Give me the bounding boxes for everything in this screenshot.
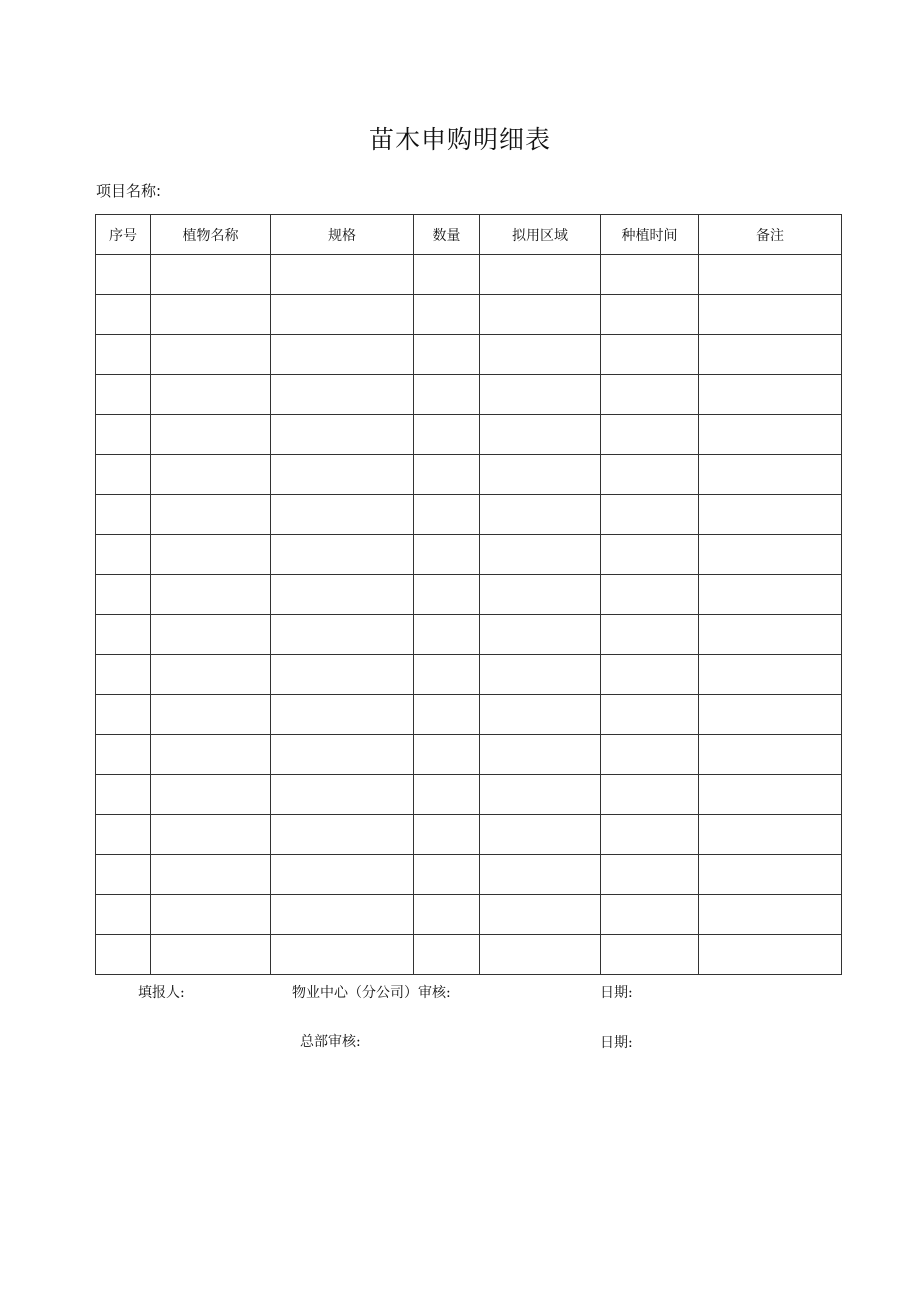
table-cell[interactable]	[601, 735, 699, 775]
header-plant-name: 植物名称	[151, 215, 271, 255]
table-cell[interactable]	[271, 815, 414, 855]
table-cell[interactable]	[601, 815, 699, 855]
table-cell[interactable]	[151, 935, 271, 975]
header-quantity: 数量	[414, 215, 480, 255]
table-cell[interactable]	[151, 815, 271, 855]
table-row	[96, 895, 842, 935]
table-cell[interactable]	[699, 815, 842, 855]
table-cell[interactable]	[96, 335, 151, 375]
table-cell[interactable]	[699, 695, 842, 735]
table-cell[interactable]	[271, 735, 414, 775]
table-cell[interactable]	[414, 535, 480, 575]
table-cell[interactable]	[699, 855, 842, 895]
table-cell[interactable]	[480, 575, 601, 615]
table-cell[interactable]	[414, 615, 480, 655]
table-cell[interactable]	[480, 615, 601, 655]
table-cell[interactable]	[271, 495, 414, 535]
table-cell[interactable]	[480, 815, 601, 855]
table-cell[interactable]	[699, 535, 842, 575]
table-cell[interactable]	[151, 255, 271, 295]
table-row	[96, 495, 842, 535]
table-cell[interactable]	[480, 295, 601, 335]
table-cell[interactable]	[151, 735, 271, 775]
table-cell[interactable]	[271, 575, 414, 615]
table-row	[96, 535, 842, 575]
table-cell[interactable]	[414, 575, 480, 615]
table-cell[interactable]	[414, 335, 480, 375]
table-cell[interactable]	[699, 895, 842, 935]
date-label-1: 日期:	[600, 985, 633, 1001]
table-cell[interactable]	[480, 735, 601, 775]
table-row	[96, 415, 842, 455]
filler-label: 填报人:	[138, 985, 185, 1001]
hq-review-label: 总部审核:	[300, 1034, 361, 1050]
table-cell[interactable]	[96, 575, 151, 615]
table-cell[interactable]	[151, 895, 271, 935]
table-cell[interactable]	[699, 615, 842, 655]
table-cell[interactable]	[601, 655, 699, 695]
table-cell[interactable]	[271, 895, 414, 935]
table-cell[interactable]	[96, 895, 151, 935]
table-cell[interactable]	[699, 375, 842, 415]
table-row	[96, 735, 842, 775]
table-cell[interactable]	[96, 375, 151, 415]
table-cell[interactable]	[96, 495, 151, 535]
header-planting-time: 种植时间	[601, 215, 699, 255]
table-cell[interactable]	[96, 775, 151, 815]
table-body	[96, 255, 842, 975]
table-row	[96, 575, 842, 615]
date-label-2: 日期:	[600, 1035, 633, 1051]
table-row	[96, 815, 842, 855]
table-cell[interactable]	[414, 815, 480, 855]
table-cell[interactable]	[271, 335, 414, 375]
table-row	[96, 295, 842, 335]
table-cell[interactable]	[601, 935, 699, 975]
project-name-label: 项目名称:	[96, 182, 162, 200]
table-cell[interactable]	[271, 855, 414, 895]
table-cell[interactable]	[480, 455, 601, 495]
table-cell[interactable]	[151, 415, 271, 455]
table-cell[interactable]	[601, 695, 699, 735]
table-cell[interactable]	[151, 375, 271, 415]
table-cell[interactable]	[699, 775, 842, 815]
table-cell[interactable]	[151, 295, 271, 335]
table-cell[interactable]	[480, 495, 601, 535]
header-serial-number: 序号	[96, 215, 151, 255]
table-cell[interactable]	[414, 935, 480, 975]
table-cell[interactable]	[601, 255, 699, 295]
table-cell[interactable]	[96, 455, 151, 495]
table-cell[interactable]	[699, 295, 842, 335]
table-cell[interactable]	[271, 255, 414, 295]
table-cell[interactable]	[699, 455, 842, 495]
table-cell[interactable]	[699, 575, 842, 615]
table-cell[interactable]	[151, 335, 271, 375]
table-cell[interactable]	[601, 375, 699, 415]
table-cell[interactable]	[96, 535, 151, 575]
table-cell[interactable]	[699, 935, 842, 975]
table-cell[interactable]	[699, 415, 842, 455]
table-cell[interactable]	[414, 735, 480, 775]
table-cell[interactable]	[699, 335, 842, 375]
table-cell[interactable]	[96, 735, 151, 775]
table-cell[interactable]	[601, 295, 699, 335]
table-cell[interactable]	[480, 415, 601, 455]
table-cell[interactable]	[480, 335, 601, 375]
table-cell[interactable]	[601, 615, 699, 655]
table-row	[96, 255, 842, 295]
table-row	[96, 335, 842, 375]
table-cell[interactable]	[151, 695, 271, 735]
header-intended-area: 拟用区域	[480, 215, 601, 255]
table-row	[96, 695, 842, 735]
table-cell[interactable]	[151, 535, 271, 575]
table-cell[interactable]	[601, 455, 699, 495]
table-cell[interactable]	[601, 495, 699, 535]
table-cell[interactable]	[601, 895, 699, 935]
table-cell[interactable]	[699, 495, 842, 535]
table-cell[interactable]	[271, 615, 414, 655]
table-cell[interactable]	[151, 615, 271, 655]
table-cell[interactable]	[151, 455, 271, 495]
table-cell[interactable]	[601, 855, 699, 895]
table-cell[interactable]	[601, 575, 699, 615]
table-cell[interactable]	[480, 255, 601, 295]
table-cell[interactable]	[271, 655, 414, 695]
property-review-label: 物业中心（分公司）审核:	[292, 985, 451, 1001]
table-cell[interactable]	[601, 775, 699, 815]
table-cell[interactable]	[96, 415, 151, 455]
table-cell[interactable]	[480, 655, 601, 695]
table-cell[interactable]	[480, 855, 601, 895]
table-cell[interactable]	[271, 295, 414, 335]
table-cell[interactable]	[699, 255, 842, 295]
table-row	[96, 655, 842, 695]
table-cell[interactable]	[271, 535, 414, 575]
table-cell[interactable]	[271, 775, 414, 815]
table-cell[interactable]	[271, 935, 414, 975]
table-cell[interactable]	[414, 855, 480, 895]
table-row	[96, 455, 842, 495]
table-cell[interactable]	[414, 415, 480, 455]
table-cell[interactable]	[151, 575, 271, 615]
header-specification: 规格	[271, 215, 414, 255]
table-cell[interactable]	[96, 935, 151, 975]
table-cell[interactable]	[480, 535, 601, 575]
table-cell[interactable]	[601, 535, 699, 575]
table-row	[96, 615, 842, 655]
table-row	[96, 775, 842, 815]
table-cell[interactable]	[96, 295, 151, 335]
table-cell[interactable]	[480, 695, 601, 735]
table-cell[interactable]	[151, 655, 271, 695]
table-cell[interactable]	[601, 335, 699, 375]
purchase-detail-table	[95, 214, 842, 975]
table-cell[interactable]	[96, 695, 151, 735]
table-cell[interactable]	[271, 455, 414, 495]
table-cell[interactable]	[414, 495, 480, 535]
table-cell[interactable]	[414, 695, 480, 735]
header-remarks: 备注	[699, 215, 842, 255]
table-cell[interactable]	[96, 815, 151, 855]
table-cell[interactable]	[96, 255, 151, 295]
table-cell[interactable]	[151, 855, 271, 895]
table-cell[interactable]	[96, 615, 151, 655]
table-row	[96, 375, 842, 415]
table-cell[interactable]	[480, 895, 601, 935]
table-cell[interactable]	[414, 375, 480, 415]
table-cell[interactable]	[96, 655, 151, 695]
table-cell[interactable]	[699, 735, 842, 775]
table-cell[interactable]	[414, 255, 480, 295]
table-cell[interactable]	[414, 655, 480, 695]
table-row	[96, 855, 842, 895]
table-cell[interactable]	[601, 415, 699, 455]
table-cell[interactable]	[480, 935, 601, 975]
table-cell[interactable]	[480, 775, 601, 815]
table-cell[interactable]	[151, 775, 271, 815]
table-cell[interactable]	[480, 375, 601, 415]
table-row	[96, 935, 842, 975]
table-cell[interactable]	[699, 655, 842, 695]
table-cell[interactable]	[414, 455, 480, 495]
table-cell[interactable]	[271, 375, 414, 415]
table-cell[interactable]	[271, 415, 414, 455]
page-title: 苗木申购明细表	[368, 125, 551, 154]
table-cell[interactable]	[271, 695, 414, 735]
table-cell[interactable]	[414, 295, 480, 335]
table-header-row	[96, 215, 842, 255]
table-cell[interactable]	[414, 775, 480, 815]
table-cell[interactable]	[96, 855, 151, 895]
table-cell[interactable]	[151, 495, 271, 535]
table-cell[interactable]	[414, 895, 480, 935]
